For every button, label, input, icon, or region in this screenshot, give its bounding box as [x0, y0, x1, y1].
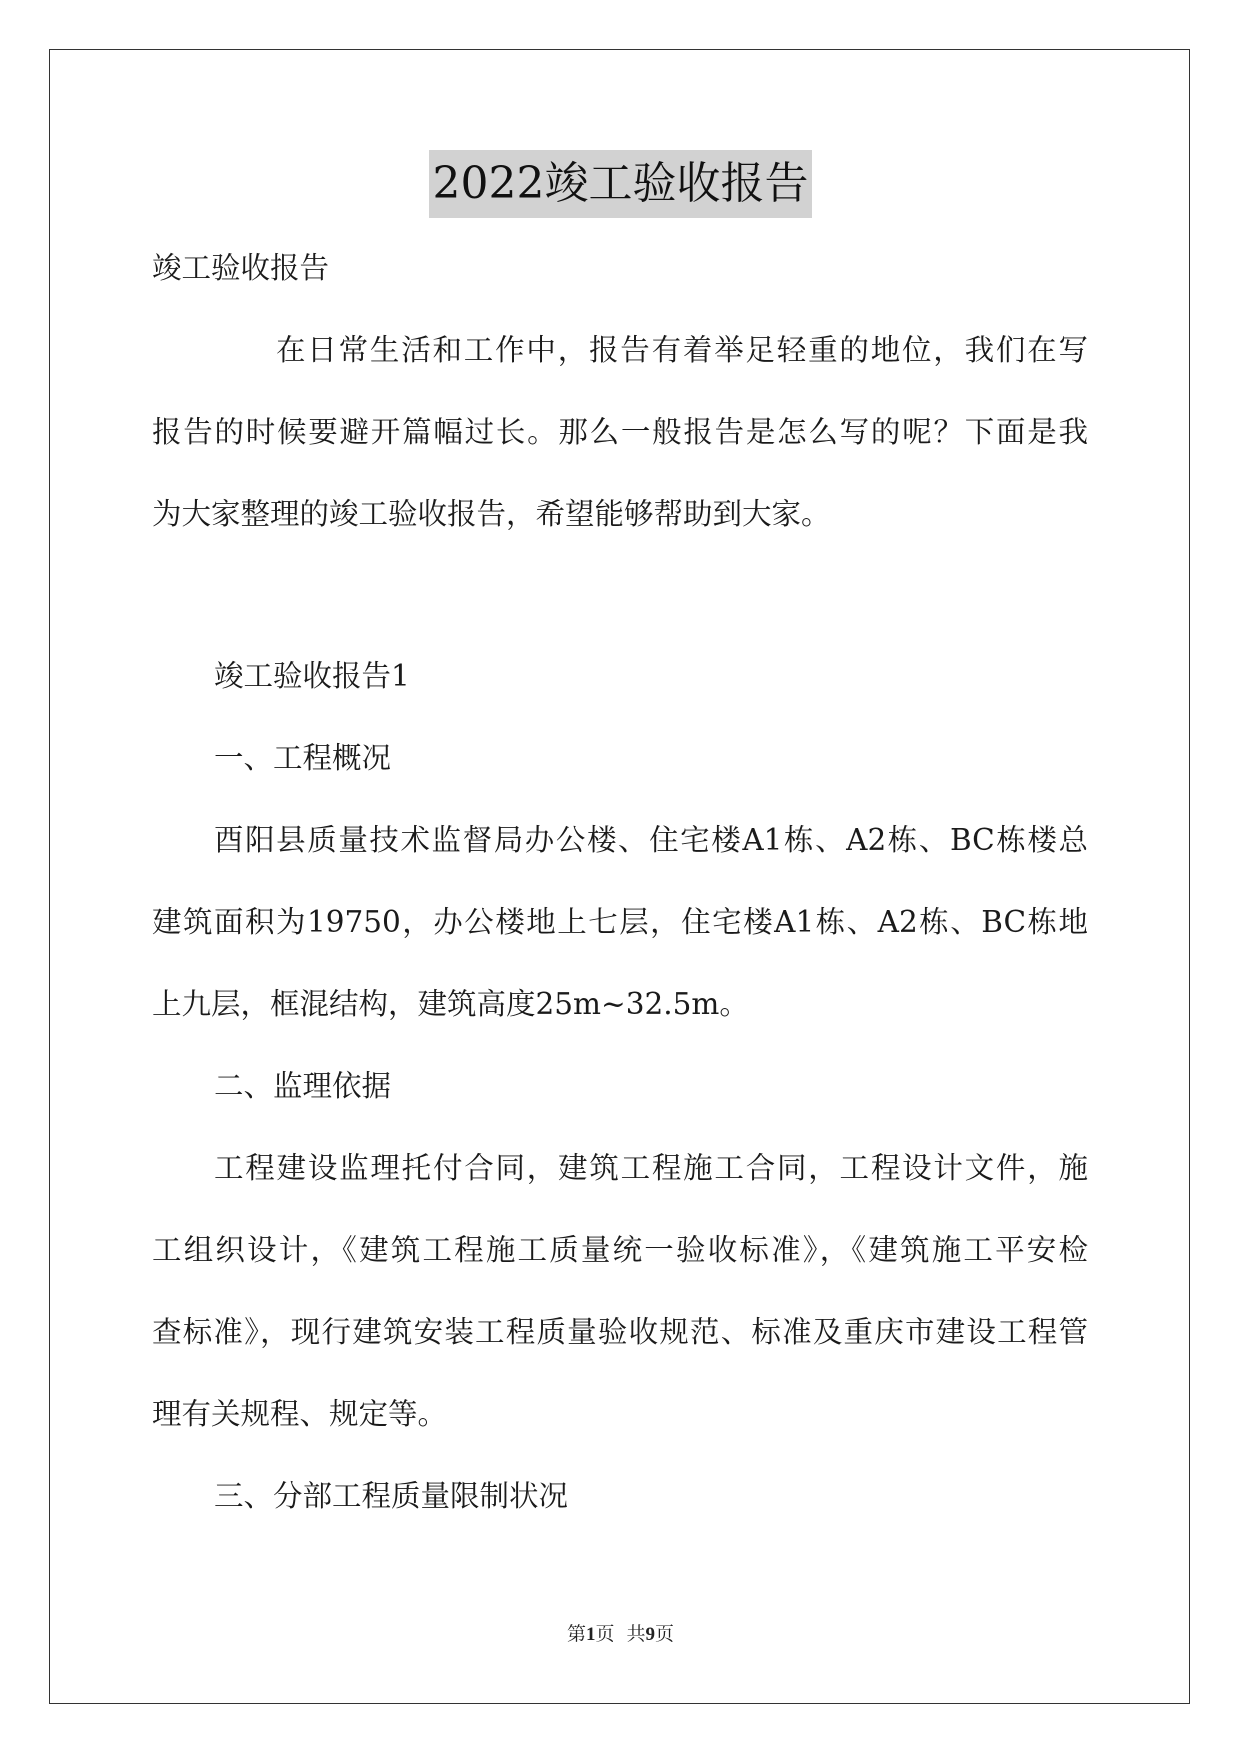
- intro-line-2: 报告的时候要避开篇幅过长。那么一般报告是怎么写的呢？下面是我: [152, 415, 1088, 449]
- heading-basis: 二、监理依据: [214, 1069, 392, 1103]
- title-container: [0, 150, 1241, 218]
- document-subtitle: 竣工验收报告: [152, 251, 330, 285]
- para2-line-2: 工组织设计，《建筑工程施工质量统一验收标准》，《建筑施工平安检: [152, 1233, 1088, 1267]
- footer-total-pages: 9: [645, 1624, 656, 1645]
- para2-line-1: 工程建设监理托付合同，建筑工程施工合同，工程设计文件，施: [214, 1151, 1088, 1185]
- heading-overview: 一、工程概况: [214, 741, 392, 775]
- document-title: 2022竣工验收报告: [429, 150, 813, 218]
- para1-line-3: 上九层，框混结构，建筑高度25m~32.5m。: [152, 987, 749, 1021]
- para2-line-3: 查标准》，现行建筑安装工程质量验收规范、标准及重庆市建设工程管: [152, 1315, 1088, 1349]
- footer-page-suffix: 页: [655, 1623, 675, 1645]
- section-title: 竣工验收报告1: [214, 659, 410, 693]
- footer-page-prefix: 第: [566, 1623, 586, 1645]
- para2-line-4: 理有关规程、规定等。: [152, 1397, 448, 1431]
- para1-line-2: 建筑面积为19750，办公楼地上七层，住宅楼A1栋、A2栋、BC栋地: [152, 905, 1088, 939]
- para1-line-1: 酉阳县质量技术监督局办公楼、住宅楼A1栋、A2栋、BC栋楼总: [214, 823, 1088, 857]
- heading-quality-control: 三、分部工程质量限制状况: [214, 1479, 569, 1513]
- footer-current-page: 1: [585, 1624, 596, 1645]
- intro-line-1: 在日常生活和工作中，报告有着举足轻重的地位，我们在写: [276, 333, 1088, 367]
- intro-line-3: 为大家整理的竣工验收报告，希望能够帮助到大家。: [152, 497, 831, 531]
- footer-page-mid: 页 共: [595, 1623, 646, 1645]
- document-body: [152, 238, 1088, 1548]
- page-footer: [0, 1620, 1241, 1649]
- section-spacer: [152, 566, 1088, 646]
